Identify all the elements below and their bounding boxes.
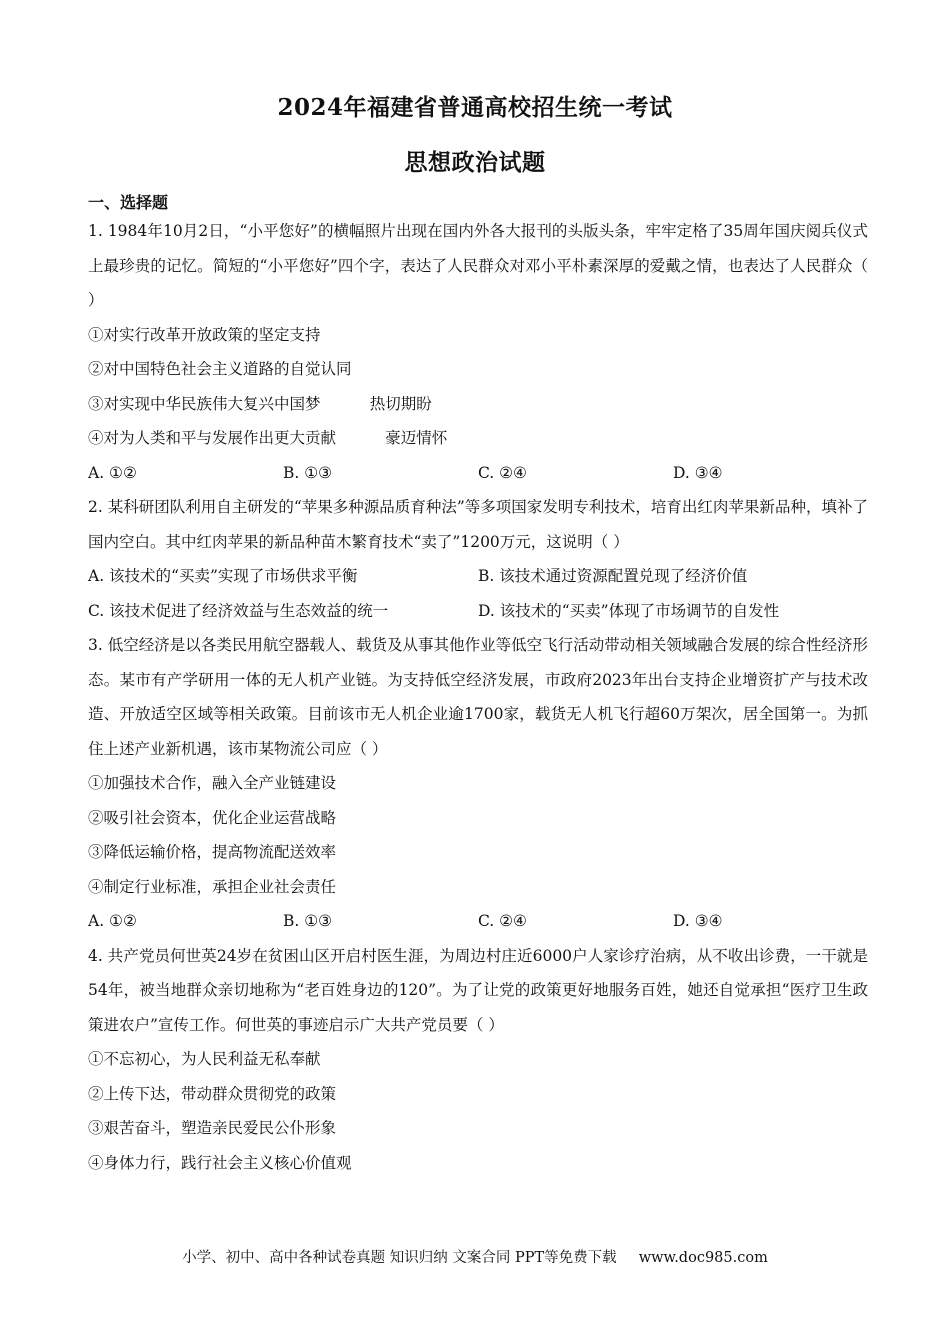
choice-d: D. ③④: [673, 912, 723, 930]
page-footer: [0, 1246, 950, 1267]
question-1: [88, 214, 868, 490]
question-statement: ②对中国特色社会主义道路的自觉认同: [88, 360, 352, 378]
choice-d: D. ③④: [673, 463, 723, 482]
choice-b: B. ①③: [283, 912, 333, 930]
footer-text: 小学、初中、高中各种试卷真题 知识归纳 文案合同 PPT等免费下载: [182, 1250, 617, 1266]
question-stem: 3. 低空经济是以各类民用航空器载人、载货及从事其他作业等低空飞行活动带动相关领域融合发展的综合性经济形态。某市有产学研用一体的无人机产业链。为支持低空经济发展，市政府2023年出台支持企业增资扩产与技术改造、开放适空区域等相关政策。目前该市无人机企业逾1700家，载货无人机飞行超60万架次，居全国第一。为抓住上述产业新机遇，该市某物流公司应（ ）: [88, 636, 868, 758]
answer-choices: [88, 594, 868, 629]
question-statement: ④身体力行，践行社会主义核心价值观: [88, 1153, 352, 1172]
document-title: 2024年福建省普通高校招生统一考试: [277, 94, 673, 121]
answer-choices: [88, 559, 868, 594]
choice-a: A. 该技术的“买卖”实现了市场供求平衡: [88, 567, 358, 585]
question-3: [88, 628, 868, 939]
question-statement: ②上传下达，带动群众贯彻党的政策: [88, 1084, 337, 1103]
question-statement: ①对实行改革开放政策的坚定支持: [88, 325, 321, 344]
choice-d: D. 该技术的“买卖”体现了市场调节的自发性: [478, 601, 780, 620]
question-statement: ③降低运输价格，提高物流配送效率: [88, 843, 337, 861]
questions-container: [88, 214, 868, 1180]
question-stem: 2. 某科研团队利用自主研发的“苹果多种源品质育种法”等多项国家发明专利技术，培育出红肉苹果新品种，填补了国内空白。其中红肉苹果的新品种苗木繁育技术“卖了”1200万元，这说明（ ）: [88, 498, 868, 551]
question-statement: ③艰苦奋斗，塑造亲民爱民公仆形象: [88, 1119, 337, 1137]
question-statement: ①加强技术合作，融入全产业链建设: [88, 774, 337, 792]
choice-c: C. ②④: [478, 463, 527, 482]
question-4: [88, 939, 868, 1181]
answer-choices: [88, 904, 868, 939]
choice-a: A. ①②: [88, 912, 137, 930]
question-2: [88, 490, 868, 628]
choice-c: C. 该技术促进了经济效益与生态效益的统一: [88, 601, 389, 620]
question-statement: ④对为人类和平与发展作出更大贡献 豪迈情怀: [88, 429, 448, 447]
question-stem: 4. 共产党员何世英24岁在贫困山区开启村医生涯，为周边村庄近6000户人家诊疗治病，从不收出诊费，一干就是54年，被当地群众亲切地称为“老百姓身边的120”。为了让党的政策更好地服务百姓，她还自觉承担“医疗卫生政策进农户”宣传工作。何世英的事迹启示广大共产党员要（ ）: [88, 946, 868, 1034]
answer-choices: [88, 456, 868, 491]
question-statement: ①不忘初心，为人民利益无私奉献: [88, 1050, 321, 1068]
choice-b: B. ①③: [283, 463, 333, 482]
choice-c: C. ②④: [478, 912, 527, 930]
choice-a: A. ①②: [88, 463, 137, 482]
footer-url[interactable]: www.doc985.com: [638, 1250, 768, 1266]
question-statement: ③对实现中华民族伟大复兴中国梦 热切期盼: [88, 394, 432, 413]
question-statement: ④制定行业标准，承担企业社会责任: [88, 877, 337, 896]
choice-b: B. 该技术通过资源配置兑现了经济价值: [478, 567, 748, 585]
question-stem: 1. 1984年10月2日，“小平您好”的横幅照片出现在国内外各大报刊的头版头条，牢牢定格了35周年国庆阅兵仪式上最珍贵的记忆。简短的“小平您好”四个字，表达了人民群众对邓小平朴素深厚的爱戴之情，也表达了人民群众（ ）: [88, 222, 868, 309]
document-subtitle: 思想政治试题: [404, 149, 546, 176]
section-heading: 一、选择题: [88, 193, 169, 212]
question-statement: ②吸引社会资本，优化企业运营战略: [88, 808, 337, 827]
